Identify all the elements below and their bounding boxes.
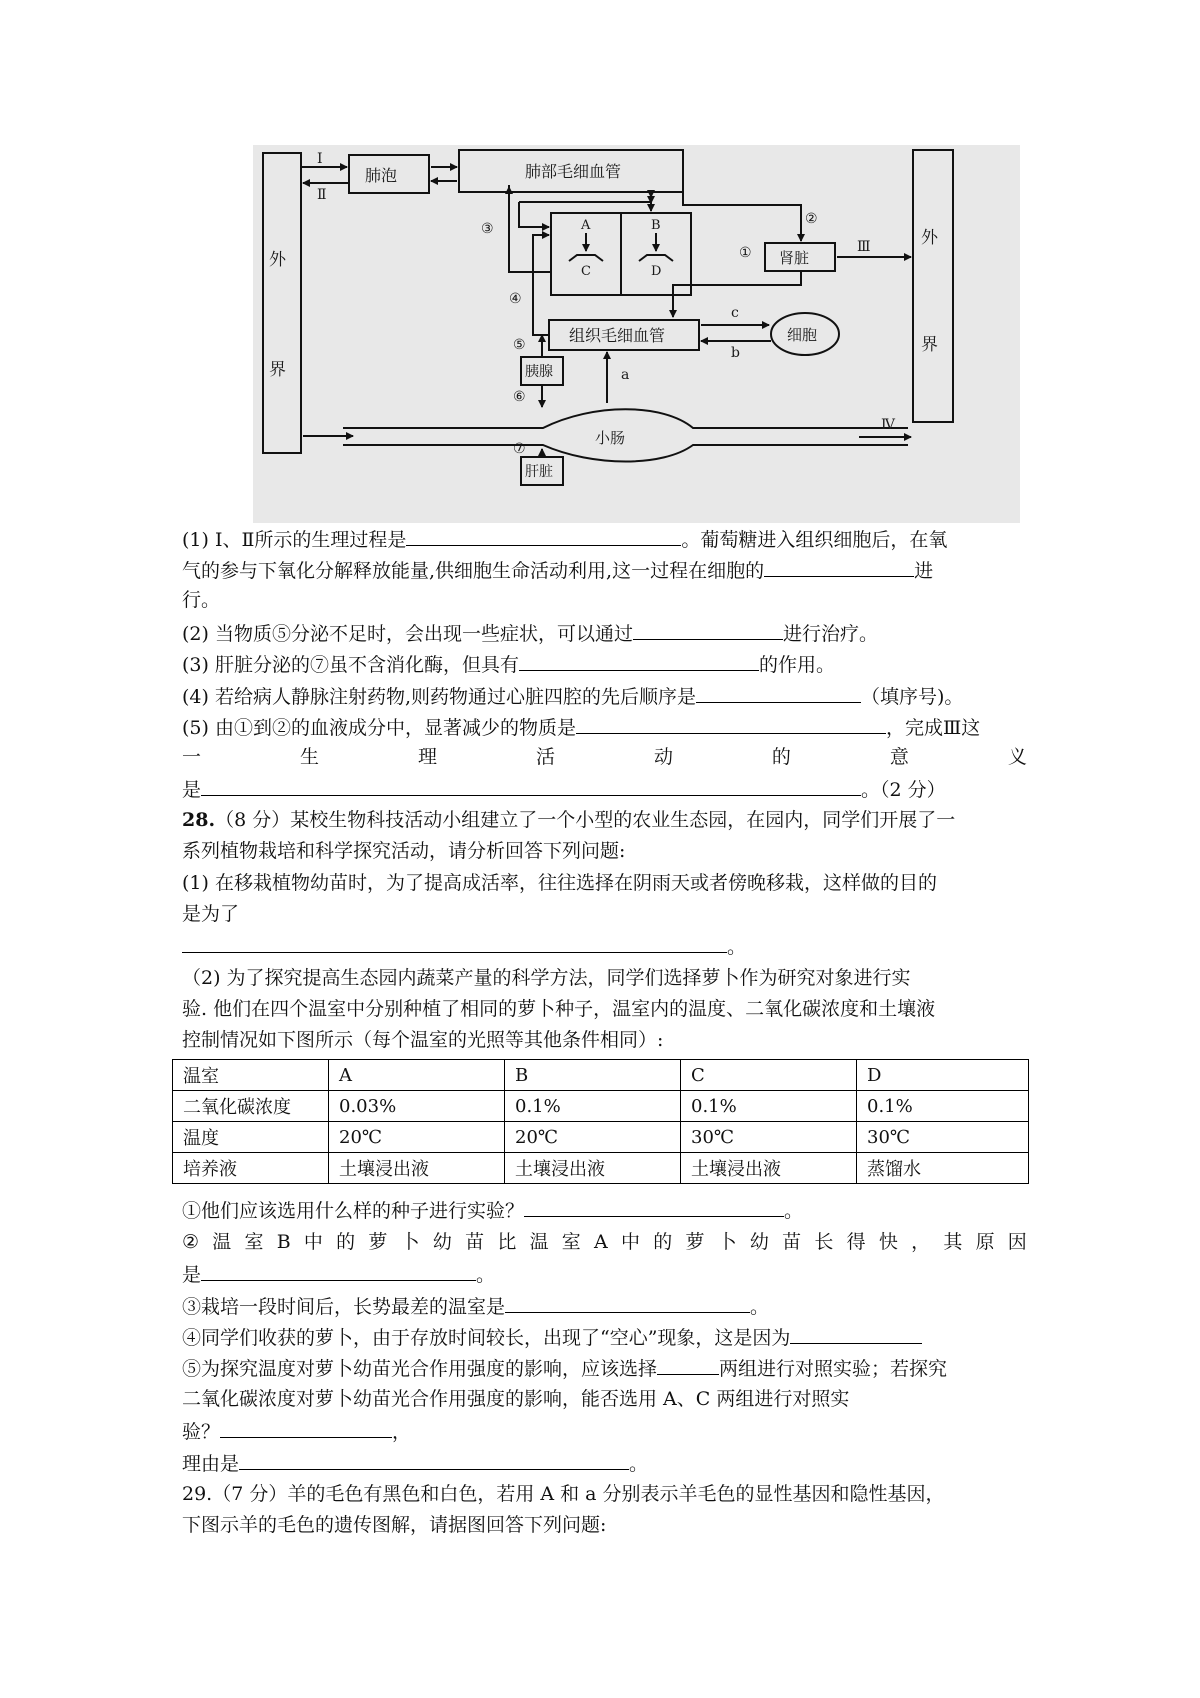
table-cell: 蒸馏水 — [857, 1153, 1029, 1184]
q27-line-6: (4) 若给病人静脉注射药物,则药物通过心脏四腔的先后顺序是 （填序号)。 — [182, 680, 1027, 712]
table-cell: 0.1% — [681, 1091, 857, 1122]
table-row — [173, 1060, 1029, 1091]
heart-B: B — [651, 218, 661, 233]
num-7: ⑦ — [513, 441, 526, 457]
answer-blank[interactable] — [201, 1258, 476, 1281]
num-5: ⑤ — [513, 337, 526, 353]
roman-I: Ⅰ — [317, 151, 323, 167]
greenhouse-table — [172, 1059, 1029, 1184]
table-cell: 20℃ — [329, 1122, 505, 1153]
alveoli-label: 肺泡 — [365, 166, 398, 185]
q28-s5-line-1: ⑤为探究温度对萝卜幼苗光合作用强度的影响，应该选择 两组进行对照实验；若探究 — [182, 1352, 1027, 1384]
q28-intro-2: 系列植物栽培和科学探究活动，请分析回答下列问题: — [182, 840, 626, 862]
heart-C: C — [581, 264, 591, 279]
num-6: ⑥ — [513, 389, 526, 405]
label-c: c — [731, 305, 739, 321]
table-cell: 培养液 — [173, 1153, 329, 1184]
outer-left-box — [263, 153, 301, 453]
num-2: ② — [805, 211, 818, 227]
heart-A: A — [581, 218, 591, 233]
table-cell: 温度 — [173, 1122, 329, 1153]
roman-III: Ⅲ — [857, 239, 871, 255]
intestine-upper — [343, 409, 908, 428]
q27-line-7: (5) 由①到②的血液成分中，显著减少的物质是 ，完成Ⅲ这 — [182, 711, 1027, 743]
answer-blank[interactable] — [519, 648, 759, 671]
q28-s5-line-4: 理由是 。 — [182, 1447, 1027, 1479]
roman-II: Ⅱ — [317, 187, 327, 203]
q28-s2-line-1: ② 温 室 B 中 的 萝 卜 幼 苗 比 温 室 A 中 的 萝 卜 幼 苗 长 得 快 ， 其 原 因 — [182, 1231, 1027, 1253]
small-intestine-label: 小肠 — [595, 429, 626, 447]
table-cell: 土壤浸出液 — [505, 1153, 681, 1184]
table-cell: 30℃ — [681, 1122, 857, 1153]
q28-s5-line-2: 二氧化碳浓度对萝卜幼苗光合作用强度的影响，能否选用 A、C 两组进行对照实 — [182, 1388, 850, 1410]
table-cell: 二氧化碳浓度 — [173, 1091, 329, 1122]
lung-capillary-label: 肺部毛细血管 — [525, 162, 622, 181]
q28-intro-1: 28.（8 分）某校生物科技活动小组建立了一个小型的农业生态园，在园内，同学们开展了一 — [182, 809, 956, 831]
cell-label: 细胞 — [787, 326, 818, 344]
table-cell: 土壤浸出液 — [681, 1153, 857, 1184]
table-cell: A — [329, 1060, 505, 1091]
answer-blank[interactable] — [239, 1447, 629, 1470]
answer-blank[interactable] — [406, 523, 681, 546]
q29-line-1: 29.（7 分）羊的毛色有黑色和白色，若用 A 和 a 分别表示羊毛色的显性基因和隐性基因， — [182, 1483, 945, 1505]
intestine-lower — [343, 445, 908, 462]
outer-left-label-2: 界 — [269, 360, 286, 380]
liver-label: 肝脏 — [525, 464, 553, 480]
table-cell: C — [681, 1060, 857, 1091]
num-4: ④ — [509, 291, 522, 307]
answer-blank[interactable] — [764, 554, 914, 577]
table-cell: 0.03% — [329, 1091, 505, 1122]
q28-s1: ①他们应该选用什么样的种子进行实验？ 。 — [182, 1194, 1027, 1226]
q28-p1-line-3: 。 — [182, 930, 1027, 962]
table-cell: 30℃ — [857, 1122, 1029, 1153]
answer-blank[interactable] — [633, 617, 783, 640]
table-cell: 温室 — [173, 1060, 329, 1091]
table-cell: 0.1% — [857, 1091, 1029, 1122]
circulation-diagram — [253, 145, 1020, 523]
q28-s2-line-2: 是 。 — [182, 1258, 1027, 1290]
q27-line-5: (3) 肝脏分泌的⑦虽不含消化酶，但具有 的作用。 — [182, 648, 1027, 680]
table-cell: B — [505, 1060, 681, 1091]
q28-s4: ④同学们收获的萝卜，由于存放时间较长，出现了“空心”现象，这是因为 — [182, 1321, 1027, 1353]
answer-blank[interactable] — [696, 680, 861, 703]
table-row — [173, 1153, 1029, 1184]
num-3: ③ — [481, 221, 494, 237]
label-b: b — [731, 345, 740, 361]
q28-p1-line-1: (1) 在移栽植物幼苗时，为了提高成活率，往往选择在阴雨天或者傍晚移栽，这样做的目的 — [182, 872, 937, 894]
q28-p2-line-3: 控制情况如下图所示（每个温室的光照等其他条件相同）: — [182, 1029, 664, 1051]
q28-p1-line-2: 是为了 — [182, 903, 240, 925]
q27-line-1: (1) Ⅰ、Ⅱ所示的生理过程是 。葡萄糖进入组织细胞后，在氧 — [182, 523, 1027, 555]
answer-blank[interactable] — [790, 1321, 922, 1344]
outer-right-box — [913, 150, 953, 422]
answer-blank[interactable] — [220, 1415, 392, 1438]
q27-line-9: 是 。（2 分） — [182, 773, 1027, 805]
answer-blank[interactable] — [524, 1194, 784, 1217]
kidney-label: 肾脏 — [779, 249, 810, 267]
table-cell: 土壤浸出液 — [329, 1153, 505, 1184]
q28-s3: ③栽培一段时间后，长势最差的温室是 。 — [182, 1290, 1027, 1322]
heart-D: D — [651, 264, 662, 279]
table-cell: 20℃ — [505, 1122, 681, 1153]
q27-line-8: 一 生 理 活 动 的 意 义 — [182, 746, 1027, 768]
pancreas-label: 胰腺 — [525, 364, 553, 380]
num-1: ① — [739, 245, 752, 261]
answer-blank[interactable] — [505, 1290, 750, 1313]
table-cell: D — [857, 1060, 1029, 1091]
q28-p2-line-2: 验. 他们在四个温室中分别种植了相同的萝卜种子，温室内的温度、二氧化碳浓度和土壤液 — [182, 998, 936, 1020]
table-row — [173, 1091, 1029, 1122]
outer-right-label-1: 外 — [921, 228, 938, 248]
table-row — [173, 1122, 1029, 1153]
q27-line-3: 行。 — [182, 589, 221, 611]
tissue-capillary-label: 组织毛细血管 — [569, 326, 666, 345]
answer-blank[interactable] — [657, 1352, 719, 1375]
answer-blank[interactable] — [201, 773, 861, 796]
table-cell: 0.1% — [505, 1091, 681, 1122]
outer-left-label-1: 外 — [269, 250, 286, 270]
answer-blank[interactable] — [182, 930, 727, 953]
q28-s5-line-3: 验？ ， — [182, 1415, 1027, 1447]
answer-blank[interactable] — [576, 711, 886, 734]
q27-line-2: 气的参与下氧化分解释放能量,供细胞生命活动利用,这一过程在细胞的 进 — [182, 554, 1027, 586]
outer-right-label-2: 界 — [921, 335, 938, 355]
roman-IV: Ⅳ — [881, 417, 895, 433]
q27-line-4: (2) 当物质⑤分泌不足时，会出现一些症状，可以通过 进行治疗。 — [182, 617, 1027, 649]
q28-p2-line-1: （2) 为了探究提高生态园内蔬菜产量的科学方法，同学们选择萝卜作为研究对象进行实 — [182, 967, 911, 989]
q29-line-2: 下图示羊的毛色的遗传图解，请据图回答下列问题: — [182, 1514, 607, 1536]
label-a: a — [621, 367, 630, 383]
